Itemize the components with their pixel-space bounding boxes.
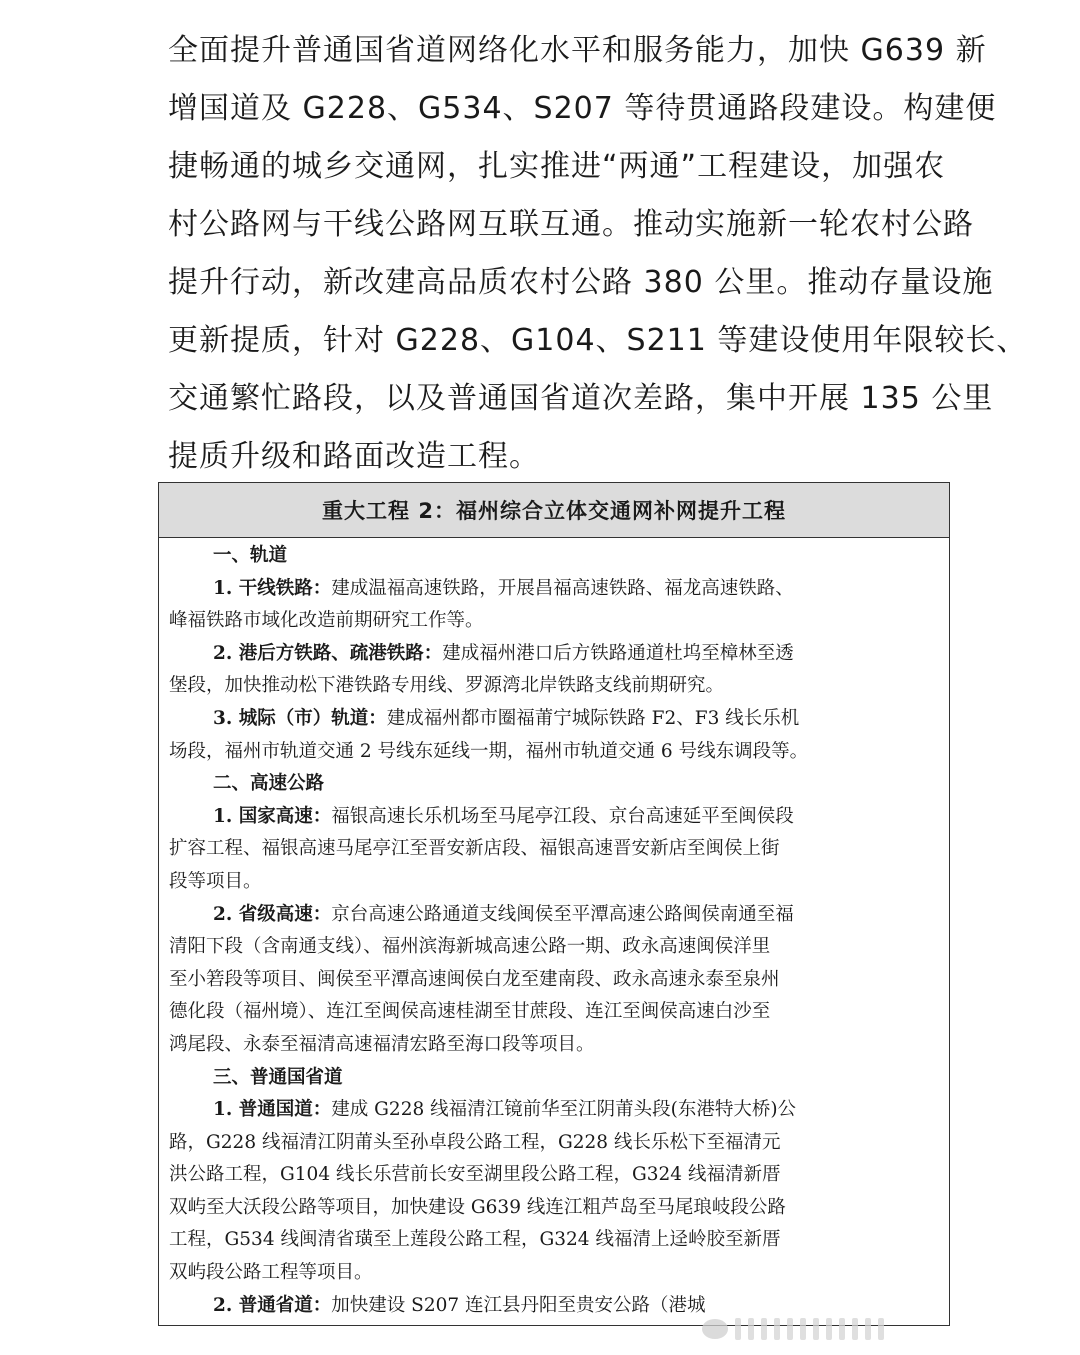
item-text-cont: 段等项目。 <box>169 870 262 892</box>
item-label: 2. 普通省道： <box>213 1294 332 1316</box>
item-text: 建成 G228 线福清江镜前华至江阴莆头段(东港特大桥)公 <box>331 1099 797 1121</box>
project-box-body <box>159 538 949 1322</box>
watermark-logo-icon <box>702 1319 728 1339</box>
item-label: 3. 城际（市）轨道： <box>213 707 387 729</box>
item-text: 建成福州都市圈福莆宁城际铁路 F2、F3 线长乐机 <box>386 707 800 729</box>
item-text-cont: 峰福铁路市域化改造前期研究工作等。 <box>169 610 484 632</box>
watermark-bar-icon <box>800 1318 806 1340</box>
item-text: 福银高速长乐机场至马尾亭江段、京台高速延平至闽侯段 <box>331 805 794 827</box>
watermark-bar-icon <box>748 1318 754 1340</box>
item-text-cont: 清阳下段（含南通支线）、福州滨海新城高速公路一期、政永高速闽侯洋里 <box>169 936 771 958</box>
item-text-cont: 双屿至大沃段公路等项目，加快建设 G639 线连江粗芦岛至马尾琅岐段公路 <box>169 1196 786 1218</box>
watermark-bar-icon <box>852 1318 858 1340</box>
item-text-cont: 工程，G534 线闽清省璜至上莲段公路工程，G324 线福清上迳岭胶至新厝 <box>169 1229 781 1251</box>
section-heading-national-provincial-roads: 三、普通国省道 <box>213 1066 343 1088</box>
section-heading-expressway: 二、高速公路 <box>213 773 325 795</box>
item-label: 1. 普通国道： <box>213 1099 332 1121</box>
item-text-cont: 至小箬段等项目、闽侯至平潭高速闽侯白龙至建南段、政永高速永泰至泉州 <box>169 968 780 990</box>
item-text-cont: 洪公路工程，G104 线长乐营前长安至湖里段公路工程，G324 线福清新厝 <box>169 1164 781 1186</box>
project-box-title: 重大工程 2：福州综合立体交通网补网提升工程 <box>159 483 949 538</box>
item-label: 1. 国家高速： <box>213 805 332 827</box>
section-heading-rail: 一、轨道 <box>213 545 288 566</box>
item-text-cont: 鸿尾段、永泰至福清高速福清宏路至海口段等项目。 <box>169 1033 595 1055</box>
item-text-cont: 德化段（福州境）、连江至闽侯高速桂湖至甘蔗段、连江至闽侯高速白沙至 <box>169 1001 771 1023</box>
watermark-bar-icon <box>774 1318 780 1340</box>
expressway-item-2 <box>169 899 939 932</box>
intro-line: 提质升级和路面改造工程。 <box>168 439 540 474</box>
watermark-bar-icon <box>787 1318 793 1340</box>
watermark <box>702 1314 982 1344</box>
watermark-bar-icon <box>839 1318 845 1340</box>
road-item-1 <box>169 1094 939 1127</box>
intro-line: 村公路网与干线公路网互联互通。推动实施新一轮农村公路 <box>168 207 974 242</box>
item-text: 建成福州港口后方铁路通道杜坞至樟林至透 <box>442 642 794 664</box>
intro-line: 增国道及 G228、G534、S207 等待贯通路段建设。构建便 <box>168 91 997 126</box>
item-text-cont: 场段，福州市轨道交通 2 号线东延线一期，福州市轨道交通 6 号线东调段等。 <box>169 740 809 762</box>
rail-item-2 <box>169 638 939 671</box>
project-box <box>158 482 950 1326</box>
watermark-bar-icon <box>735 1318 741 1340</box>
item-text-cont: 双屿段公路工程等项目。 <box>169 1262 373 1284</box>
item-text: 京台高速公路通道支线闽侯至平潭高速公路闽侯南通至福 <box>331 903 794 925</box>
intro-line: 全面提升普通国省道网络化水平和服务能力，加快 G639 新 <box>168 33 987 68</box>
rail-item-3 <box>169 703 939 736</box>
watermark-bar-icon <box>761 1318 767 1340</box>
intro-line: 捷畅通的城乡交通网，扎实推进“两通”工程建设，加强农 <box>168 149 946 184</box>
item-text: 建成温福高速铁路，开展昌福高速铁路、福龙高速铁路、 <box>331 577 794 599</box>
intro-line: 提升行动，新改建高品质农村公路 380 公里。推动存量设施 <box>168 265 994 300</box>
expressway-item-1 <box>169 801 939 834</box>
rail-item-1 <box>169 573 939 606</box>
intro-line: 交通繁忙路段，以及普通国省道次差路，集中开展 135 公里 <box>168 381 994 416</box>
item-label: 2. 省级高速： <box>213 903 332 925</box>
item-text: 加快建设 S207 连江县丹阳至贵安公路（港城 <box>331 1294 706 1316</box>
item-text-cont: 扩容工程、福银高速马尾亭江至晋安新店段、福银高速晋安新店至闽侯上街 <box>169 838 780 860</box>
item-text-cont: 路，G228 线福清江阴莆头至孙卓段公路工程，G228 线长乐松下至福清元 <box>169 1131 781 1153</box>
intro-paragraph <box>168 22 1028 486</box>
item-label: 2. 港后方铁路、疏港铁路： <box>213 642 443 664</box>
item-label: 1. 干线铁路： <box>213 577 332 599</box>
item-text-cont: 堡段，加快推动松下港铁路专用线、罗源湾北岸铁路支线前期研究。 <box>169 675 725 697</box>
watermark-bar-icon <box>813 1318 819 1340</box>
intro-line: 更新提质，针对 G228、G104、S211 等建设使用年限较长、 <box>168 323 1028 358</box>
watermark-bar-icon <box>878 1318 884 1340</box>
watermark-bar-icon <box>865 1318 871 1340</box>
watermark-bar-icon <box>826 1318 832 1340</box>
